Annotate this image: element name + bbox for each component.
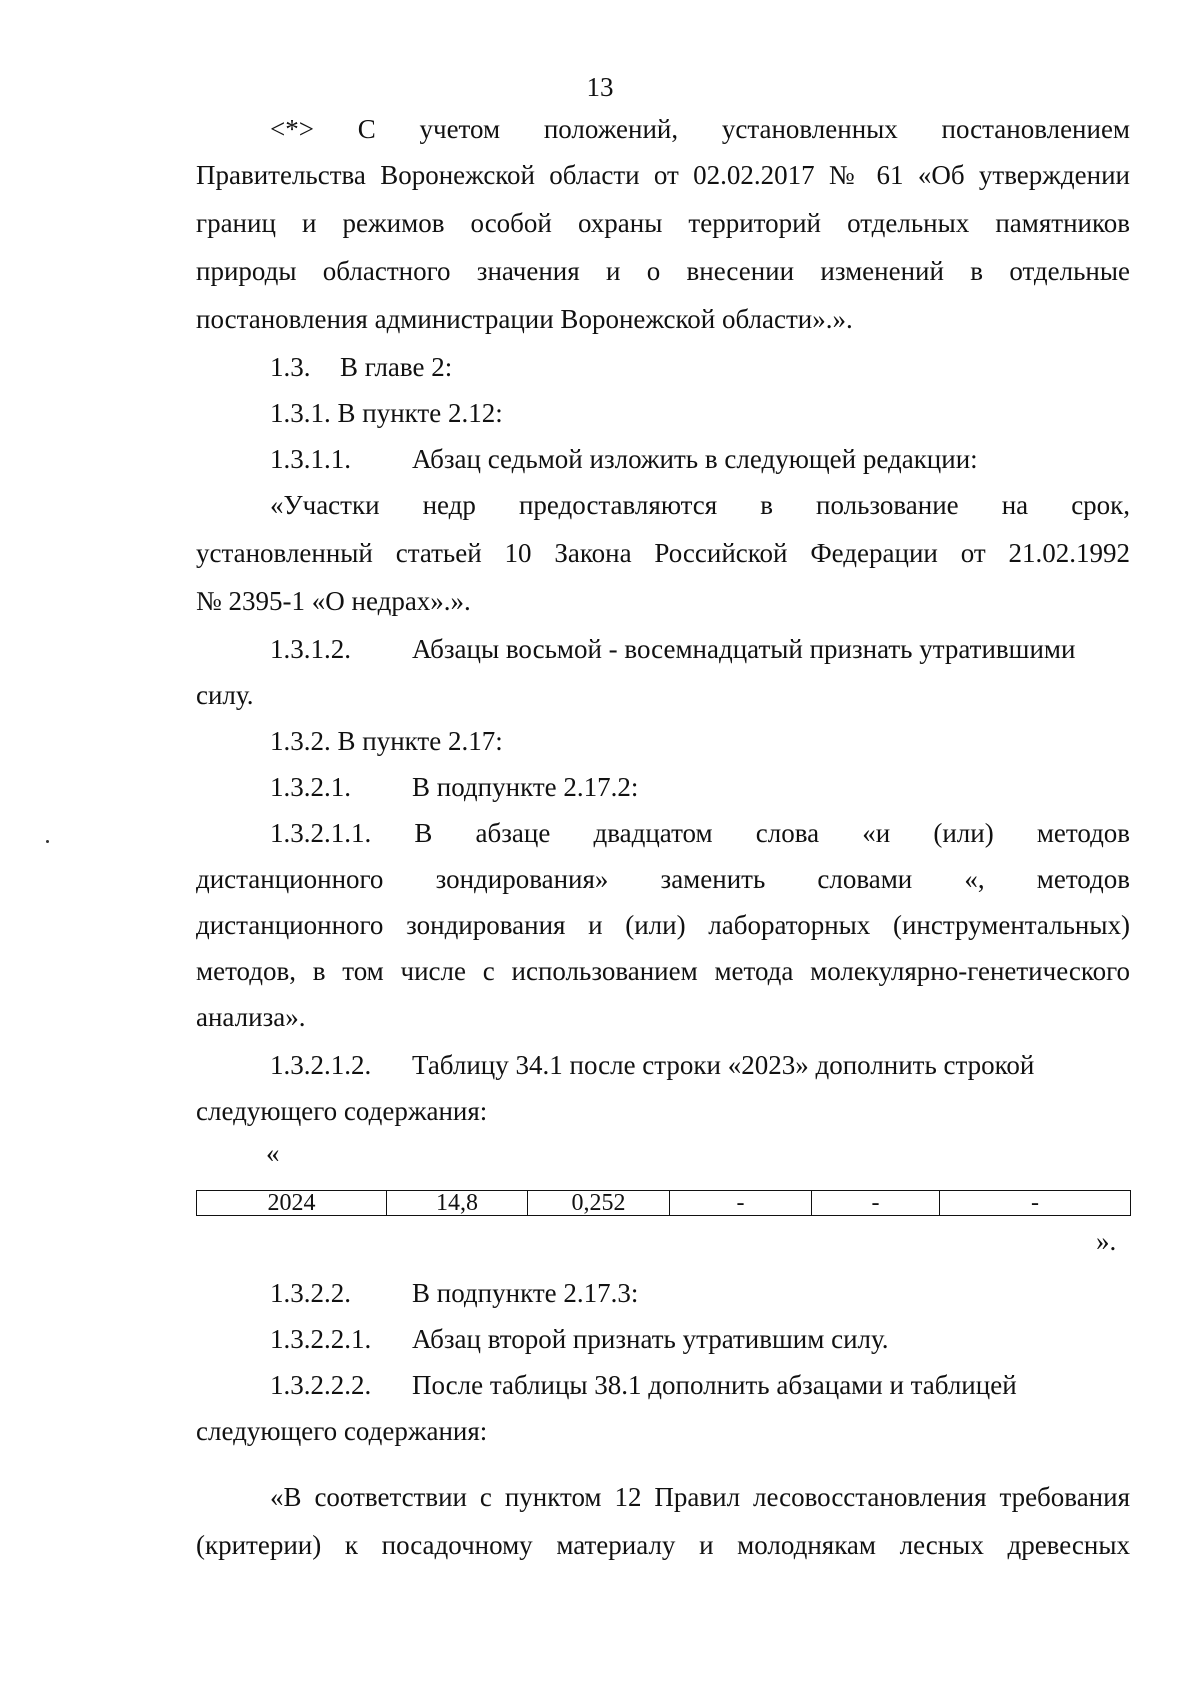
item-text: В главе 2:: [340, 352, 453, 382]
item-1-3-2-2-1: [270, 1322, 1130, 1356]
item-1-3-2-2: [270, 1276, 1130, 1310]
note-line-3: границ и режимов особой охраны территорий отдельных памятников: [196, 208, 1130, 238]
item-text: В подпункте 2.17.2:: [412, 772, 639, 802]
item-number: 1.3.1.2.: [270, 634, 351, 664]
word: зондирования»: [435, 864, 609, 894]
item-1-3-1-2-cont: силу.: [196, 680, 254, 710]
item-text: Таблицу 34.1 после строки «2023» дополнить строкой: [412, 1050, 1035, 1080]
word: установленных: [721, 114, 898, 144]
note-line-5: постановления администрации Воронежской области».».: [196, 304, 853, 334]
note-line-4: природы областного значения и о внесении изменений в отдельные: [196, 256, 1130, 286]
item-1-3-2-1-1-line-3: дистанционного зондирования и (или) лабораторных (инструментальных): [196, 910, 1130, 940]
word: пользование: [816, 490, 959, 520]
table-row: [197, 1191, 1131, 1216]
word: (или): [933, 818, 994, 848]
quote-line-1: [270, 488, 1130, 522]
item-1-3-2-1-1-line-5: анализа».: [196, 1002, 306, 1032]
item-1-3-2-1-1-line-1: [270, 816, 1130, 850]
item-number: 1.3.1.1.: [270, 444, 351, 474]
word: методов: [1036, 818, 1131, 848]
word: заменить: [660, 864, 766, 894]
word: методов: [1036, 864, 1130, 894]
word: «Участки: [270, 490, 380, 520]
table-cell: 2024: [197, 1191, 387, 1216]
item-1-3-2-1-2: [270, 1048, 1130, 1082]
close-quote: ».: [1096, 1226, 1117, 1256]
open-quote: «: [266, 1138, 280, 1168]
item-text: После таблицы 38.1 дополнить абзацами и таблицей: [412, 1370, 1017, 1400]
item-number: 1.3.2.2.1.: [270, 1324, 372, 1354]
item-text: В подпункте 2.17.3:: [412, 1278, 639, 1308]
word: учетом: [419, 114, 501, 144]
item-1-3-2: 1.3.2. В пункте 2.17:: [270, 726, 503, 756]
item-1-3-2-1: [270, 770, 1130, 804]
word: «и: [862, 818, 891, 848]
word: абзаце: [475, 818, 551, 848]
word: слова: [755, 818, 820, 848]
quote-line-3: № 2395-1 «О недрах».».: [196, 586, 471, 616]
item-number: 1.3.2.2.2.: [270, 1370, 372, 1400]
word: предоставляются: [518, 490, 718, 520]
table-cell: 0,252: [528, 1191, 670, 1216]
word: постановлением: [941, 114, 1131, 144]
word: словами: [817, 864, 913, 894]
word: «,: [964, 864, 985, 894]
scan-speck: [46, 840, 49, 843]
word: <*>: [270, 114, 314, 144]
word: В: [414, 818, 433, 848]
item-number: 1.3.: [270, 352, 311, 382]
word: двадцатом: [593, 818, 713, 848]
page-number: 13: [586, 72, 614, 102]
item-number: 1.3.2.1.2.: [270, 1050, 372, 1080]
note-line-1: [270, 112, 1130, 146]
item-1-3-2-1-1-line-2: [196, 862, 1130, 896]
item-number: 1.3.2.1.: [270, 772, 351, 802]
final-line-2: (критерии) к посадочному материалу и молоднякам лесных древесных: [196, 1530, 1130, 1560]
word: положений,: [543, 114, 679, 144]
item-1-3-2-2-2-cont: следующего содержания:: [196, 1416, 488, 1446]
item-1-3-2-2-2: [270, 1368, 1130, 1402]
item-1-3-1-1: [270, 442, 1130, 476]
final-line-1: «В соответствии с пунктом 12 Правил лесовосстановления требования: [270, 1482, 1130, 1512]
inserted-table-row: [196, 1190, 1131, 1216]
item-text: Абзац седьмой изложить в следующей редакции:: [412, 444, 978, 474]
item-1-3-1: 1.3.1. В пункте 2.12:: [270, 398, 503, 428]
table-cell: -: [670, 1191, 812, 1216]
item-text: Абзацы восьмой - восемнадцатый признать утратившими: [412, 634, 1076, 664]
table-cell: -: [812, 1191, 940, 1216]
note-line-2: Правительства Воронежской области от 02.02.2017 № 61 «Об утверждении: [196, 160, 1130, 190]
word: 1.3.2.1.1.: [270, 818, 372, 848]
item-1-3-2-1-1-line-4: методов, в том числе с использованием метода молекулярно-генетического: [196, 956, 1130, 986]
item-1-3: [270, 350, 1130, 384]
table-cell: -: [940, 1191, 1131, 1216]
word: недр: [422, 490, 476, 520]
word: С: [357, 114, 376, 144]
table-cell: 14,8: [387, 1191, 528, 1216]
item-1-3-2-1-2-cont: следующего содержания:: [196, 1096, 488, 1126]
word: в: [760, 490, 773, 520]
item-number: 1.3.2.2.: [270, 1278, 351, 1308]
word: дистанционного: [196, 864, 384, 894]
item-1-3-1-2: [270, 632, 1130, 666]
quote-line-2: установленный статьей 10 Закона Российской Федерации от 21.02.1992: [196, 538, 1130, 568]
word: на: [1001, 490, 1029, 520]
item-text: Абзац второй признать утратившим силу.: [412, 1324, 889, 1354]
word: срок,: [1071, 490, 1131, 520]
